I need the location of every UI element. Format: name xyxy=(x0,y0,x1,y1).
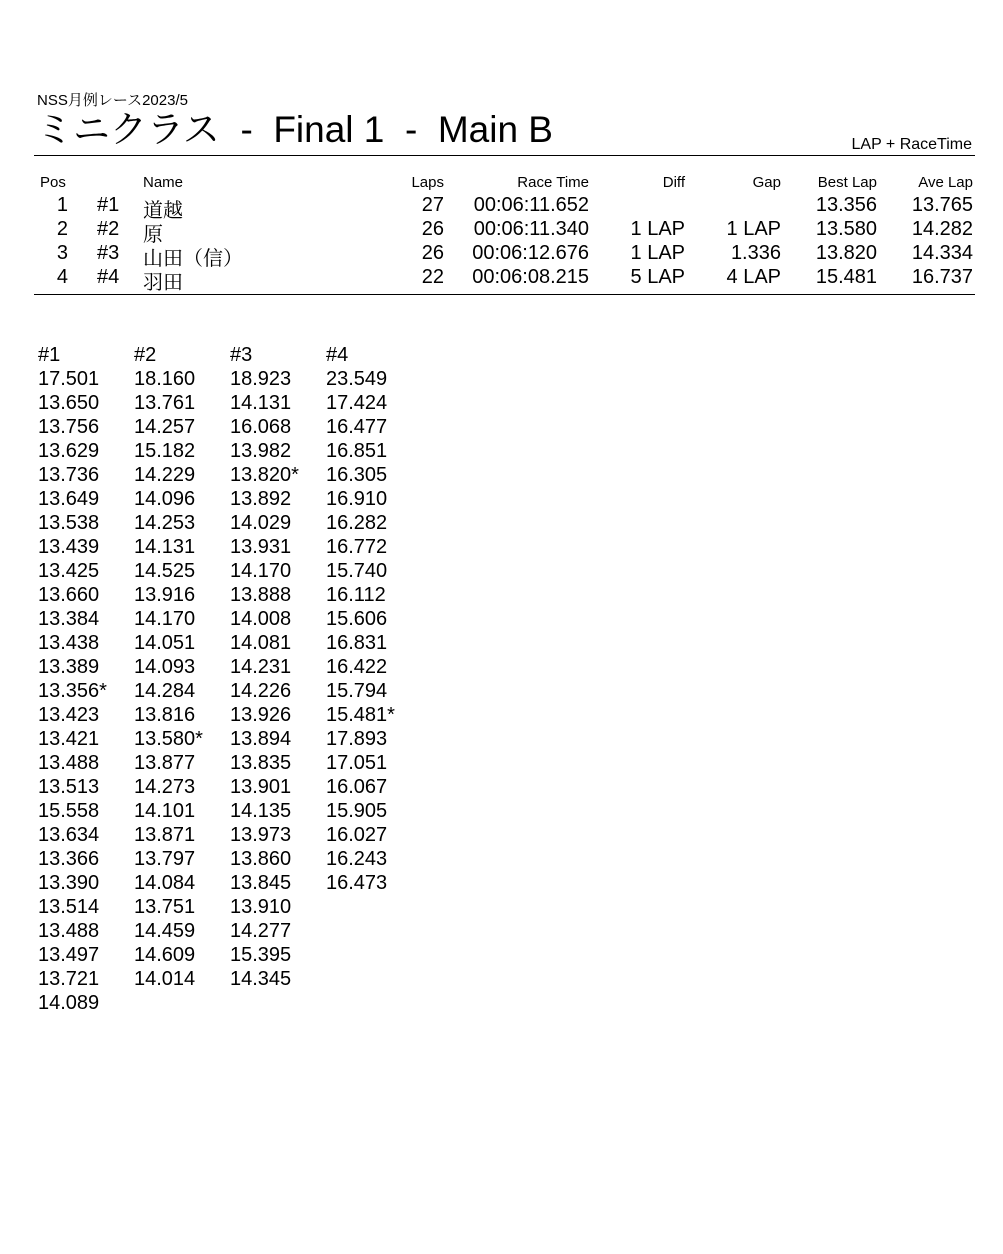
lap-time-cell: 14.257 xyxy=(134,416,196,438)
result-car-number: #4 xyxy=(97,266,120,288)
result-best-lap: 13.820 xyxy=(815,242,877,264)
lap-time-cell: 13.820* xyxy=(230,464,299,486)
lap-time-cell: 17.501 xyxy=(38,368,100,390)
lap-time-cell: 13.634 xyxy=(38,824,100,846)
lap-time-cell: 13.384 xyxy=(38,608,100,630)
lap-time-cell: 13.488 xyxy=(38,920,100,942)
result-ave-lap: 14.282 xyxy=(911,218,973,240)
result-laps: 22 xyxy=(421,266,444,288)
lap-time-cell: 14.170 xyxy=(230,560,292,582)
result-race-time: 00:06:12.676 xyxy=(472,242,589,264)
lap-time-cell: 13.871 xyxy=(134,824,196,846)
lap-time-cell: 18.923 xyxy=(230,368,292,390)
result-row xyxy=(0,242,1003,270)
lap-time-cell: 13.390 xyxy=(38,872,100,894)
report-mode-label: LAP + RaceTime xyxy=(851,136,972,153)
lap-time-cell: 16.772 xyxy=(326,536,388,558)
result-row xyxy=(0,194,1003,222)
lap-time-cell: 13.916 xyxy=(134,584,196,606)
lap-time-cell: 13.660 xyxy=(38,584,100,606)
col-header-name: Name xyxy=(143,174,184,191)
result-ave-lap: 13.765 xyxy=(911,194,973,216)
result-best-lap: 13.356 xyxy=(815,194,877,216)
result-race-time: 00:06:08.215 xyxy=(472,266,589,288)
lap-time-cell: 13.650 xyxy=(38,392,100,414)
lap-time-cell: 13.423 xyxy=(38,704,100,726)
lap-time-cell: 16.831 xyxy=(326,632,388,654)
lap-time-cell: 13.514 xyxy=(38,896,100,918)
result-car-number: #3 xyxy=(97,242,120,264)
result-gap: 1.336 xyxy=(730,242,781,264)
lap-time-cell: 16.910 xyxy=(326,488,388,510)
result-ave-lap: 14.334 xyxy=(911,242,973,264)
result-row xyxy=(0,266,1003,294)
result-ave-lap: 16.737 xyxy=(911,266,973,288)
col-header-ave-lap: Ave Lap xyxy=(918,174,973,191)
lap-time-cell: 16.282 xyxy=(326,512,388,534)
lap-time-cell: 14.051 xyxy=(134,632,196,654)
lap-time-cell: 14.014 xyxy=(134,968,196,990)
lap-column xyxy=(134,343,230,991)
lap-time-cell: 14.008 xyxy=(230,608,292,630)
result-driver-name: 原 xyxy=(143,224,163,246)
lap-time-cell: 14.101 xyxy=(134,800,196,822)
lap-time-cell: 15.905 xyxy=(326,800,388,822)
result-race-time: 00:06:11.652 xyxy=(473,194,589,216)
lap-time-cell: 16.477 xyxy=(326,416,388,438)
lap-time-cell: 14.277 xyxy=(230,920,292,942)
col-header-race-time: Race Time xyxy=(517,174,589,191)
lap-time-cell: 13.926 xyxy=(230,704,292,726)
lap-time-cell: 13.513 xyxy=(38,776,100,798)
lap-time-cell: 13.439 xyxy=(38,536,100,558)
lap-time-cell: 14.229 xyxy=(134,464,196,486)
lap-time-cell: 13.366 xyxy=(38,848,100,870)
lap-time-cell: 13.845 xyxy=(230,872,292,894)
lap-time-cell: 16.243 xyxy=(326,848,388,870)
lap-time-cell: 13.910 xyxy=(230,896,292,918)
lap-column-header: #1 xyxy=(38,344,61,366)
lap-time-cell: 13.649 xyxy=(38,488,100,510)
lap-time-cell: 14.609 xyxy=(134,944,196,966)
lap-time-cell: 16.027 xyxy=(326,824,388,846)
result-pos: 1 xyxy=(56,194,68,216)
lap-time-cell: 15.740 xyxy=(326,560,388,582)
lap-time-cell: 13.901 xyxy=(230,776,292,798)
result-race-time: 00:06:11.340 xyxy=(473,218,589,240)
lap-time-cell: 15.606 xyxy=(326,608,388,630)
result-best-lap: 13.580 xyxy=(815,218,877,240)
result-car-number: #1 xyxy=(97,194,120,216)
lap-time-cell: 13.761 xyxy=(134,392,196,414)
result-driver-name: 道越 xyxy=(143,200,183,222)
result-laps: 27 xyxy=(421,194,444,216)
lap-time-cell: 16.422 xyxy=(326,656,388,678)
lap-time-cell: 15.182 xyxy=(134,440,196,462)
lap-time-cell: 13.629 xyxy=(38,440,100,462)
lap-time-cell: 13.721 xyxy=(38,968,100,990)
lap-time-cell: 14.084 xyxy=(134,872,196,894)
col-header-best-lap: Best Lap xyxy=(817,174,877,191)
lap-column xyxy=(38,343,134,1015)
lap-time-cell: 14.081 xyxy=(230,632,292,654)
lap-time-cell: 14.096 xyxy=(134,488,196,510)
lap-time-cell: 14.525 xyxy=(134,560,196,582)
lap-time-cell: 13.756 xyxy=(38,416,100,438)
lap-time-cell: 13.816 xyxy=(134,704,196,726)
header-divider xyxy=(34,155,975,156)
lap-time-cell: 14.284 xyxy=(134,680,196,702)
lap-time-cell: 14.273 xyxy=(134,776,196,798)
lap-time-cell: 14.226 xyxy=(230,680,292,702)
lap-time-cell: 14.170 xyxy=(134,608,196,630)
result-best-lap: 15.481 xyxy=(815,266,877,288)
lap-time-cell: 14.029 xyxy=(230,512,292,534)
results-table xyxy=(0,174,1003,294)
col-header-pos: Pos xyxy=(40,174,66,191)
lap-time-cell: 18.160 xyxy=(134,368,196,390)
lap-column xyxy=(230,343,326,991)
lap-time-cell: 13.982 xyxy=(230,440,292,462)
lap-time-cell: 13.877 xyxy=(134,752,196,774)
result-diff: 1 LAP xyxy=(630,242,685,264)
lap-time-cell: 15.558 xyxy=(38,800,100,822)
lap-time-cell: 13.931 xyxy=(230,536,292,558)
lap-time-cell: 13.797 xyxy=(134,848,196,870)
lap-time-cell: 13.894 xyxy=(230,728,292,750)
lap-time-cell: 16.851 xyxy=(326,440,388,462)
lap-time-cell: 14.231 xyxy=(230,656,292,678)
lap-column-header: #3 xyxy=(230,344,253,366)
result-diff: 5 LAP xyxy=(630,266,685,288)
result-pos: 4 xyxy=(56,266,68,288)
lap-time-cell: 14.089 xyxy=(38,992,100,1014)
lap-time-cell: 14.131 xyxy=(134,536,196,558)
col-header-laps: Laps xyxy=(411,174,444,191)
lap-time-cell: 14.135 xyxy=(230,800,292,822)
race-title: ミニクラス - Final 1 - Main B xyxy=(36,109,553,150)
lap-column-header: #2 xyxy=(134,344,157,366)
lap-time-cell: 15.794 xyxy=(326,680,388,702)
lap-time-cell: 16.473 xyxy=(326,872,388,894)
lap-time-cell: 16.112 xyxy=(326,584,386,606)
result-gap: 4 LAP xyxy=(726,266,781,288)
lap-time-cell: 14.131 xyxy=(230,392,292,414)
result-row xyxy=(0,218,1003,246)
lap-time-cell: 13.751 xyxy=(134,896,196,918)
col-header-diff: Diff xyxy=(662,174,685,191)
event-subtitle: NSS月例レース2023/5 xyxy=(37,92,188,109)
lap-time-cell: 13.425 xyxy=(38,560,100,582)
result-driver-name: 羽田 xyxy=(143,272,183,294)
lap-time-cell: 13.356* xyxy=(38,680,107,702)
lap-time-cell: 13.488 xyxy=(38,752,100,774)
lap-time-cell: 13.438 xyxy=(38,632,100,654)
lap-time-cell: 23.549 xyxy=(326,368,388,390)
lap-column-header: #4 xyxy=(326,344,349,366)
lap-time-cell: 17.051 xyxy=(326,752,388,774)
lap-time-cell: 14.459 xyxy=(134,920,196,942)
lap-time-cell: 17.893 xyxy=(326,728,388,750)
results-header-row xyxy=(0,174,1003,194)
lap-time-cell: 15.395 xyxy=(230,944,292,966)
result-gap: 1 LAP xyxy=(726,218,781,240)
result-laps: 26 xyxy=(421,242,444,264)
lap-time-cell: 13.497 xyxy=(38,944,100,966)
result-laps: 26 xyxy=(421,218,444,240)
result-pos: 2 xyxy=(56,218,68,240)
lap-time-cell: 16.305 xyxy=(326,464,388,486)
results-divider xyxy=(34,294,975,295)
lap-time-cell: 13.389 xyxy=(38,656,100,678)
lap-time-cell: 13.580* xyxy=(134,728,203,750)
lap-time-cell: 13.421 xyxy=(38,728,100,750)
lap-column xyxy=(326,343,422,895)
lap-time-cell: 14.093 xyxy=(134,656,196,678)
col-header-gap: Gap xyxy=(752,174,781,191)
result-car-number: #2 xyxy=(97,218,120,240)
lap-time-cell: 13.860 xyxy=(230,848,292,870)
lap-time-cell: 13.538 xyxy=(38,512,100,534)
result-pos: 3 xyxy=(56,242,68,264)
result-driver-name: 山田（信） xyxy=(143,248,243,270)
result-diff: 1 LAP xyxy=(630,218,685,240)
lap-time-cell: 13.888 xyxy=(230,584,292,606)
lap-time-cell: 14.253 xyxy=(134,512,196,534)
lap-time-cell: 16.067 xyxy=(326,776,388,798)
lap-time-cell: 13.973 xyxy=(230,824,292,846)
lap-time-cell: 13.736 xyxy=(38,464,100,486)
lap-time-cell: 13.892 xyxy=(230,488,292,510)
lap-time-cell: 13.835 xyxy=(230,752,292,774)
lap-time-cell: 16.068 xyxy=(230,416,292,438)
lap-time-cell: 14.345 xyxy=(230,968,292,990)
lap-time-cell: 15.481* xyxy=(326,704,395,726)
lap-time-cell: 17.424 xyxy=(326,392,388,414)
